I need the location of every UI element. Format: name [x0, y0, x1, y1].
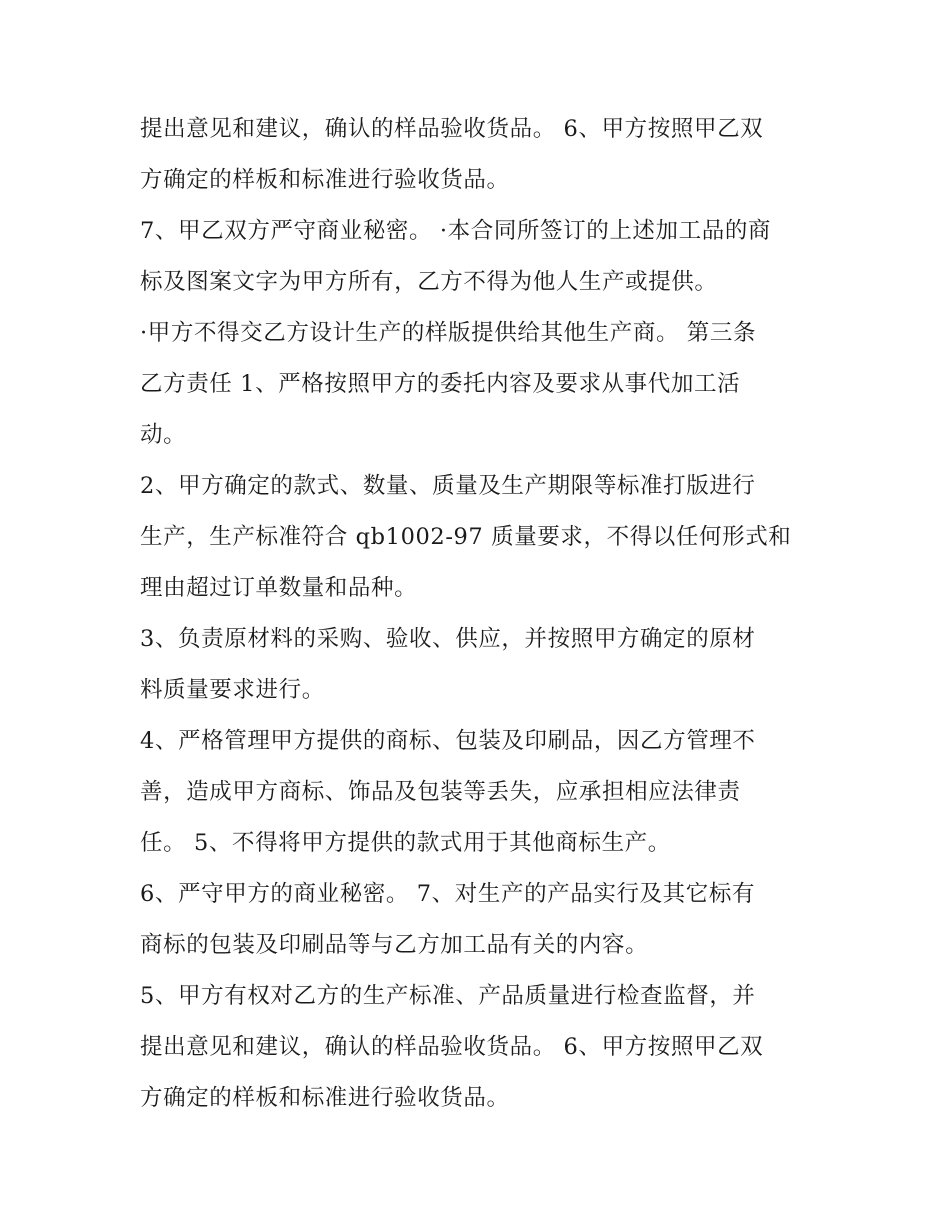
text-line: 标及图案文字为甲方所有，乙方不得为他人生产或提供。 — [140, 269, 718, 295]
text-line: 料质量要求进行。 — [140, 677, 325, 703]
text-line: 生产，生产标准符合 qb1002-97 质量要求，不得以任何形式和 — [140, 524, 792, 550]
text-line: 动。 — [140, 422, 187, 448]
text-line: 7、甲乙双方严守商业秘密。 ·本合同所签订的上述加工品的商 — [140, 218, 772, 244]
text-line: 乙方责任 1、严格按照甲方的委托内容及要求从事代加工活 — [140, 371, 741, 397]
text-line: ·甲方不得交乙方设计生产的样版提供给其他生产商。 第三条 — [140, 320, 757, 346]
document-body — [140, 104, 820, 1124]
text-line: 提出意见和建议，确认的样品验收货品。 6、甲方按照甲乙双 — [140, 116, 764, 142]
text-line: 方确定的样板和标准进行验收货品。 — [140, 1085, 510, 1111]
text-line: 4、严格管理甲方提供的商标、包装及印刷品，因乙方管理不 — [140, 728, 756, 754]
text-line: 任。 5、不得将甲方提供的款式用于其他商标生产。 — [140, 830, 671, 856]
text-line: 善，造成甲方商标、饰品及包装等丢失，应承担相应法律责 — [140, 779, 741, 805]
text-line: 6、严守甲方的商业秘密。 7、对生产的产品实行及其它标有 — [140, 881, 756, 907]
text-line: 提出意见和建议，确认的样品验收货品。 6、甲方按照甲乙双 — [140, 1034, 764, 1060]
text-line: 理由超过订单数量和品种。 — [140, 575, 418, 601]
text-line: 3、负责原材料的采购、验收、供应，并按照甲方确定的原材 — [140, 626, 756, 652]
text-line: 2、甲方确定的款式、数量、质量及生产期限等标准打版进行 — [140, 473, 756, 499]
text-line: 商标的包装及印刷品等与乙方加工品有关的内容。 — [140, 932, 649, 958]
text-line: 5、甲方有权对乙方的生产标准、产品质量进行检查监督，并 — [140, 983, 756, 1009]
text-line: 方确定的样板和标准进行验收货品。 — [140, 167, 510, 193]
